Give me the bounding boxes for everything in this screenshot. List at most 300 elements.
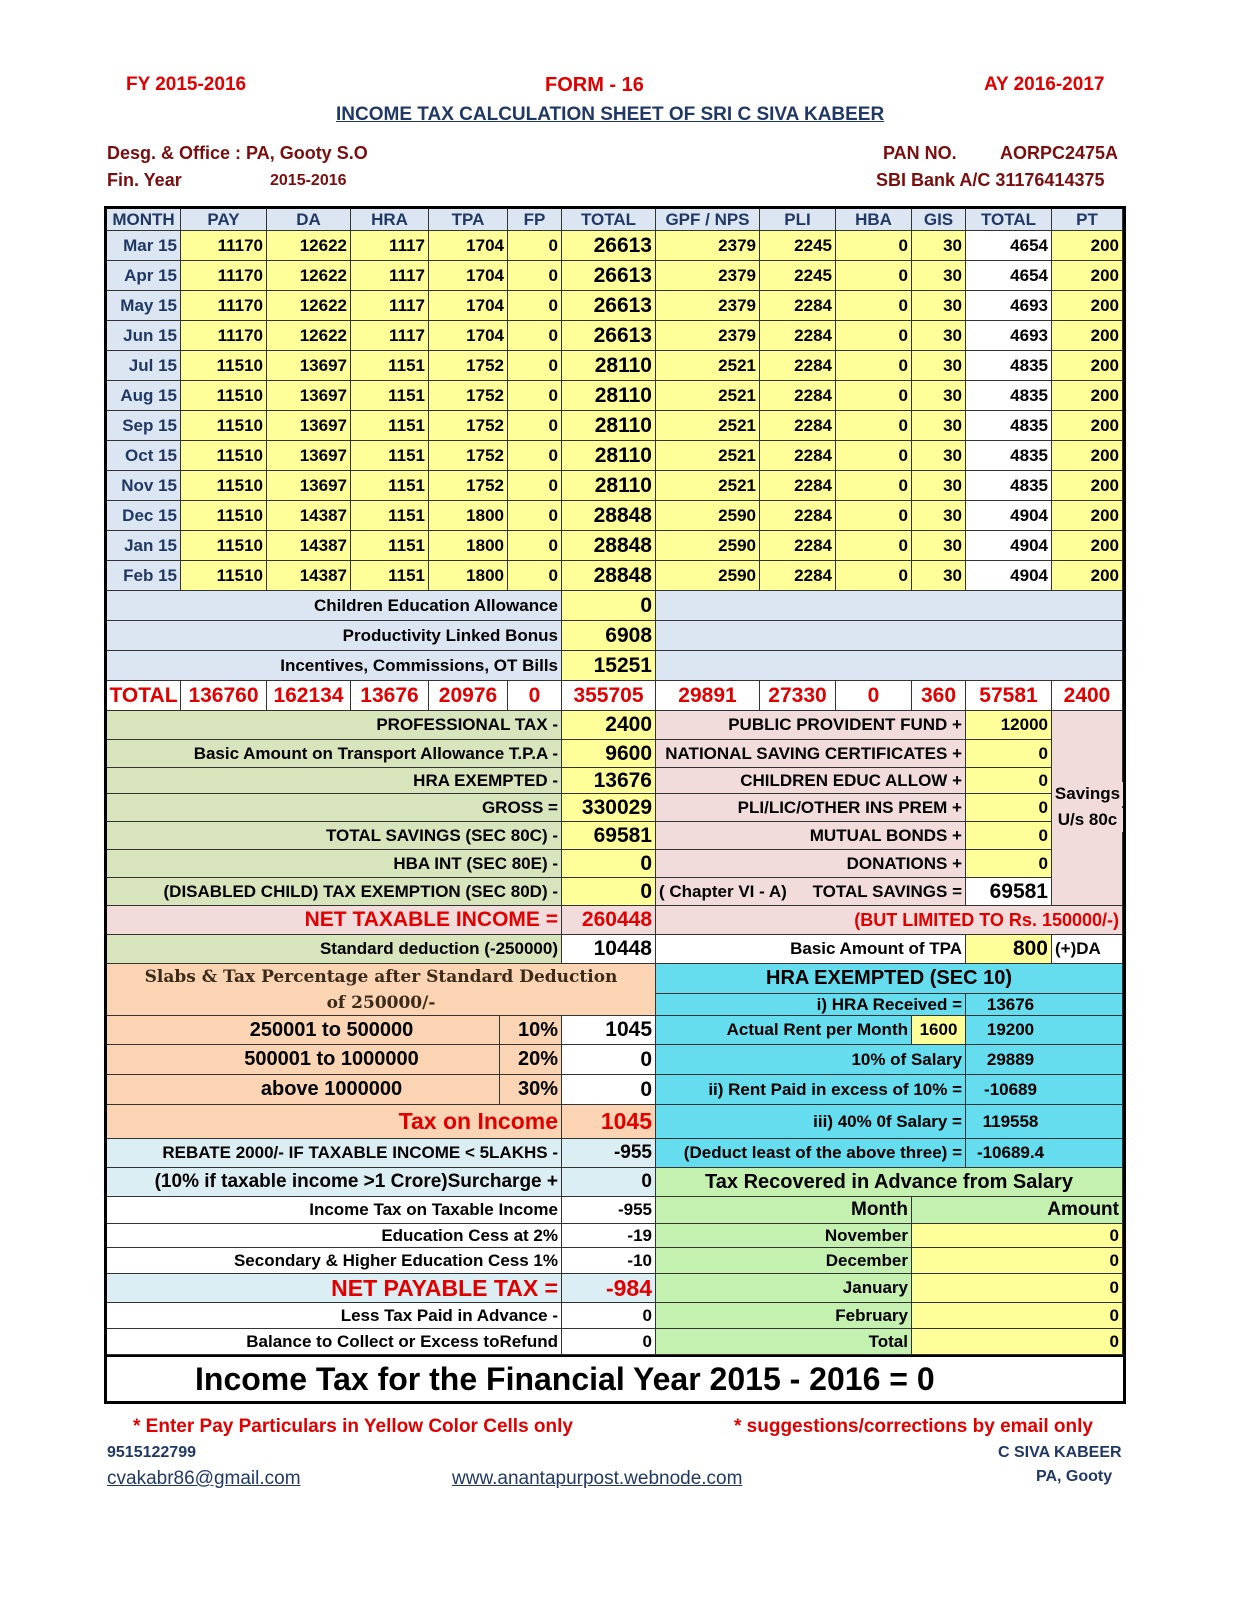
hra-received-value: 13676 (966, 994, 1123, 1016)
calc-label: GROSS = (107, 794, 562, 822)
column-header-8: PLI (760, 209, 836, 231)
table-cell: 200 (1052, 531, 1123, 561)
table-cell: 4654 (966, 261, 1052, 291)
lower-value: -955 (562, 1197, 656, 1224)
table-cell: 0 (508, 411, 562, 441)
table-cell: 0 (836, 501, 912, 531)
table-cell: 26613 (562, 321, 656, 351)
lower-value: -19 (562, 1224, 656, 1248)
author-name: C SIVA KABEER (998, 1444, 1122, 1461)
lower-value: -10 (562, 1248, 656, 1274)
table-cell: 30 (912, 411, 966, 441)
total-cell: 355705 (562, 681, 656, 711)
hra-received-label: i) HRA Received = (656, 994, 966, 1016)
column-header-2: DA (267, 209, 351, 231)
table-cell: 26613 (562, 261, 656, 291)
table-cell: 28110 (562, 471, 656, 501)
table-cell: 1800 (429, 501, 508, 531)
slabs-title: Slabs & Tax Percentage after Standard Deduction of 250000/- (107, 964, 656, 1016)
hra-salary10-value: 29889 (966, 1045, 1123, 1075)
bank-account: SBI Bank A/C 31176414375 (876, 170, 1105, 190)
table-cell: 1752 (429, 411, 508, 441)
table-cell: 30 (912, 261, 966, 291)
table-cell: 200 (1052, 441, 1123, 471)
table-cell: 2590 (656, 561, 760, 591)
slab-tax: 0 (562, 1045, 656, 1075)
table-cell: 0 (508, 471, 562, 501)
table-cell: 0 (836, 561, 912, 591)
table-cell: 11170 (181, 291, 267, 321)
hra-least-label: (Deduct least of the above three) = (656, 1139, 966, 1168)
table-cell: 2521 (656, 411, 760, 441)
advance-amount: 0 (912, 1224, 1123, 1248)
month-label: Feb 15 (107, 561, 181, 591)
table-cell: 11510 (181, 501, 267, 531)
month-label: Apr 15 (107, 261, 181, 291)
table-cell: 2284 (760, 381, 836, 411)
table-cell: 1117 (351, 231, 429, 261)
slab-percent: 20% (500, 1045, 562, 1075)
table-cell: 2284 (760, 561, 836, 591)
month-label: Jul 15 (107, 351, 181, 381)
table-cell: 0 (508, 291, 562, 321)
lower-label: (10% if taxable income >1 Crore)Surcharge + (107, 1168, 562, 1197)
month-label: Oct 15 (107, 441, 181, 471)
table-cell: 28848 (562, 561, 656, 591)
table-cell: 28848 (562, 501, 656, 531)
lower-label: REBATE 2000/- IF TAXABLE INCOME < 5LAKHS - (107, 1139, 562, 1168)
advance-month: November (656, 1224, 912, 1248)
desg-office: Desg. & Office : PA, Gooty S.O (107, 143, 368, 163)
table-cell: 200 (1052, 501, 1123, 531)
savings-value: 12000 (966, 711, 1052, 740)
fy-label: FY 2015-2016 (126, 74, 247, 95)
table-cell: 1151 (351, 411, 429, 441)
extra-value: 0 (562, 591, 656, 621)
hra-salary10-label: 10% of Salary (656, 1045, 966, 1075)
total-cell: 20976 (429, 681, 508, 711)
month-label: May 15 (107, 291, 181, 321)
table-cell: 1704 (429, 291, 508, 321)
table-cell: 14387 (267, 501, 351, 531)
table-cell: 0 (508, 441, 562, 471)
month-label: Dec 15 (107, 501, 181, 531)
hra-salary40-value: 119558 (966, 1105, 1123, 1139)
table-cell: 30 (912, 561, 966, 591)
month-label: Jan 15 (107, 531, 181, 561)
table-cell: 0 (836, 231, 912, 261)
savings-value: 0 (966, 768, 1052, 794)
table-cell: 12622 (267, 261, 351, 291)
lower-value: 0 (562, 1303, 656, 1329)
table-cell: 1151 (351, 561, 429, 591)
table-cell: 30 (912, 231, 966, 261)
calc-label: Standard deduction (-250000) (107, 935, 562, 964)
table-cell: 1704 (429, 231, 508, 261)
calc-label: TOTAL SAVINGS (SEC 80C) - (107, 822, 562, 850)
table-cell: 2590 (656, 501, 760, 531)
ay-label: AY 2016-2017 (984, 74, 1105, 95)
table-cell: 2284 (760, 441, 836, 471)
lower-label: Balance to Collect or Excess toRefund (107, 1329, 562, 1355)
table-cell: 13697 (267, 381, 351, 411)
column-header-12: PT (1052, 209, 1123, 231)
table-cell: 11510 (181, 531, 267, 561)
lower-label: Income Tax on Taxable Income (107, 1197, 562, 1224)
table-cell: 0 (508, 381, 562, 411)
column-header-3: HRA (351, 209, 429, 231)
column-header-5: FP (508, 209, 562, 231)
table-cell: 2284 (760, 531, 836, 561)
table-cell: 26613 (562, 291, 656, 321)
form-label: FORM - 16 (545, 74, 644, 96)
column-header-10: GIS (912, 209, 966, 231)
table-cell: 2284 (760, 501, 836, 531)
calc-value: 0 (562, 878, 656, 906)
tax-sheet (104, 206, 1126, 1404)
column-header-11: TOTAL (966, 209, 1052, 231)
extra-value: 6908 (562, 621, 656, 651)
table-cell: 0 (836, 321, 912, 351)
table-cell: 2379 (656, 231, 760, 261)
calc-label: HBA INT (SEC 80E) - (107, 850, 562, 878)
table-cell: 26613 (562, 231, 656, 261)
calc-label: NET TAXABLE INCOME = (107, 906, 562, 935)
table-cell: 30 (912, 291, 966, 321)
total-cell: 13676 (351, 681, 429, 711)
table-cell: 11510 (181, 561, 267, 591)
table-cell: 1704 (429, 261, 508, 291)
author-place: PA, Gooty (1036, 1468, 1113, 1485)
table-cell: 0 (508, 231, 562, 261)
table-cell: 28110 (562, 411, 656, 441)
column-header-0: MONTH (107, 209, 181, 231)
total-cell: 2400 (1052, 681, 1123, 711)
phone-number: 9515122799 (107, 1444, 196, 1461)
table-cell: 28110 (562, 381, 656, 411)
calc-value: 69581 (562, 822, 656, 850)
total-cell: 29891 (656, 681, 760, 711)
extra-label: Children Education Allowance (107, 591, 562, 621)
table-cell: 0 (836, 351, 912, 381)
hra-salary40-label: iii) 40% 0f Salary = (656, 1105, 966, 1139)
table-cell: 11510 (181, 351, 267, 381)
calc-value: 13676 (562, 768, 656, 794)
slab-range: 250001 to 500000 (107, 1016, 500, 1045)
advance-month: February (656, 1303, 912, 1329)
savings-label: DONATIONS + (656, 850, 966, 878)
table-cell: 1151 (351, 441, 429, 471)
table-cell: 2379 (656, 321, 760, 351)
savings-value: 0 (966, 822, 1052, 850)
savings-total-value: 69581 (966, 878, 1052, 906)
table-cell: 2521 (656, 441, 760, 471)
calc-label: Basic Amount on Transport Allowance T.P.A - (107, 740, 562, 768)
table-cell: 2521 (656, 351, 760, 381)
savings-side-label: Savings (1052, 782, 1123, 806)
table-cell: 2284 (760, 471, 836, 501)
table-cell: 2379 (656, 291, 760, 321)
table-cell: 2245 (760, 261, 836, 291)
slab-tax: 0 (562, 1075, 656, 1105)
table-cell: 4693 (966, 291, 1052, 321)
hra-rent-month: 1600 (912, 1016, 966, 1045)
table-cell: 0 (836, 471, 912, 501)
table-cell: 2245 (760, 231, 836, 261)
table-cell: 30 (912, 381, 966, 411)
total-cell: 57581 (966, 681, 1052, 711)
table-cell: 11510 (181, 471, 267, 501)
total-cell: 0 (508, 681, 562, 711)
month-label: Aug 15 (107, 381, 181, 411)
note-yellow-cells: * Enter Pay Particulars in Yellow Color Cells only (133, 1416, 573, 1437)
limit-note: (BUT LIMITED TO Rs. 150000/-) (656, 906, 1123, 935)
lower-label: Secondary & Higher Education Cess 1% (107, 1248, 562, 1274)
hra-excess-label: ii) Rent Paid in excess of 10% = (656, 1075, 966, 1105)
calc-label: HRA EXEMPTED - (107, 768, 562, 794)
fin-year-label: Fin. Year (107, 170, 182, 190)
table-cell: 12622 (267, 231, 351, 261)
column-header-1: PAY (181, 209, 267, 231)
table-cell: 1752 (429, 471, 508, 501)
table-cell: 200 (1052, 471, 1123, 501)
slab-tax: 1045 (562, 1016, 656, 1045)
slab-range: 500001 to 1000000 (107, 1045, 500, 1075)
advance-month: December (656, 1248, 912, 1274)
tpa-label: Basic Amount of TPA (656, 935, 966, 964)
website-link[interactable]: www.anantapurpost.webnode.com (452, 1468, 743, 1489)
chapter-label: ( Chapter VI - A) (656, 878, 800, 906)
hra-title: HRA EXEMPTED (SEC 10) (656, 964, 1123, 994)
table-cell: 2284 (760, 411, 836, 441)
calc-value: 330029 (562, 794, 656, 822)
advance-title: Tax Recovered in Advance from Salary (656, 1168, 1123, 1197)
table-cell: 13697 (267, 411, 351, 441)
table-cell: 1752 (429, 351, 508, 381)
table-cell: 13697 (267, 441, 351, 471)
table-cell: 200 (1052, 561, 1123, 591)
table-cell: 11170 (181, 261, 267, 291)
pan-value: AORPC2475A (1000, 143, 1119, 163)
table-cell: 30 (912, 351, 966, 381)
table-cell: 1151 (351, 501, 429, 531)
fin-year-value: 2015-2016 (270, 172, 347, 189)
calc-label: PROFESSIONAL TAX - (107, 711, 562, 740)
table-cell: 1117 (351, 321, 429, 351)
extra-blank (656, 621, 1123, 651)
table-cell: 1151 (351, 471, 429, 501)
table-cell: 200 (1052, 321, 1123, 351)
calc-label: (DISABLED CHILD) TAX EXEMPTION (SEC 80D) - (107, 878, 562, 906)
table-cell: 11170 (181, 231, 267, 261)
column-header-9: HBA (836, 209, 912, 231)
total-cell: 27330 (760, 681, 836, 711)
hra-rent-label: Actual Rent per Month (656, 1016, 912, 1045)
column-header-4: TPA (429, 209, 508, 231)
calc-value: 260448 (562, 906, 656, 935)
table-cell: 12622 (267, 321, 351, 351)
table-cell: 0 (508, 501, 562, 531)
table-cell: 4835 (966, 471, 1052, 501)
table-cell: 28110 (562, 351, 656, 381)
table-cell: 200 (1052, 231, 1123, 261)
slab-percent: 30% (500, 1075, 562, 1105)
table-cell: 12622 (267, 291, 351, 321)
table-cell: 1752 (429, 441, 508, 471)
table-cell: 0 (508, 531, 562, 561)
lower-label: NET PAYABLE TAX = (107, 1274, 562, 1303)
table-cell: 1151 (351, 381, 429, 411)
lower-value: 0 (562, 1329, 656, 1355)
advance-month: Total (656, 1329, 912, 1355)
table-cell: 1704 (429, 321, 508, 351)
table-cell: 30 (912, 321, 966, 351)
advance-amount: 0 (912, 1329, 1123, 1355)
extra-blank (656, 651, 1123, 681)
table-cell: 0 (836, 291, 912, 321)
table-cell: 1800 (429, 561, 508, 591)
column-header-6: TOTAL (562, 209, 656, 231)
advance-amount: 0 (912, 1274, 1123, 1303)
lower-label: Education Cess at 2% (107, 1224, 562, 1248)
note-suggestions: * suggestions/corrections by email only (734, 1416, 1093, 1437)
total-cell: TOTAL (107, 681, 181, 711)
extra-label: Incentives, Commissions, OT Bills (107, 651, 562, 681)
table-cell: 11170 (181, 321, 267, 351)
table-cell: 30 (912, 531, 966, 561)
email-link[interactable]: cvakabr86@gmail.com (107, 1468, 301, 1489)
hra-excess-value: -10689 (966, 1075, 1123, 1105)
table-cell: 0 (836, 441, 912, 471)
calc-value: 2400 (562, 711, 656, 740)
total-cell: 360 (912, 681, 966, 711)
table-cell: 2284 (760, 321, 836, 351)
table-cell: 30 (912, 501, 966, 531)
table-cell: 0 (508, 261, 562, 291)
advance-amount: 0 (912, 1248, 1123, 1274)
calc-value: 9600 (562, 740, 656, 768)
table-cell: 0 (836, 411, 912, 441)
table-cell: 0 (508, 351, 562, 381)
table-cell: 1800 (429, 531, 508, 561)
month-label: Sep 15 (107, 411, 181, 441)
month-label: Jun 15 (107, 321, 181, 351)
table-cell: 1117 (351, 261, 429, 291)
column-header-7: GPF / NPS (656, 209, 760, 231)
total-cell: 0 (836, 681, 912, 711)
tax-on-income-label: Tax on Income (107, 1105, 562, 1139)
table-cell: 1151 (351, 531, 429, 561)
lower-value: 0 (562, 1168, 656, 1197)
tpa-value: 800 (966, 935, 1052, 964)
total-cell: 136760 (181, 681, 267, 711)
table-cell: 200 (1052, 291, 1123, 321)
tpa-suffix: (+)DA (1052, 935, 1123, 964)
table-cell: 4904 (966, 561, 1052, 591)
savings-value: 0 (966, 740, 1052, 768)
table-cell: 14387 (267, 561, 351, 591)
table-cell: 2379 (656, 261, 760, 291)
lower-value: -955 (562, 1139, 656, 1168)
table-cell: 200 (1052, 261, 1123, 291)
month-label: Mar 15 (107, 231, 181, 261)
advance-amount-header: Amount (912, 1197, 1123, 1224)
table-cell: 200 (1052, 351, 1123, 381)
table-cell: 11510 (181, 411, 267, 441)
table-cell: 4904 (966, 501, 1052, 531)
table-cell: 4693 (966, 321, 1052, 351)
table-cell: 200 (1052, 381, 1123, 411)
savings-label: MUTUAL BONDS + (656, 822, 966, 850)
savings-label: CHILDREN EDUC ALLOW + (656, 768, 966, 794)
table-cell: 14387 (267, 531, 351, 561)
savings-side-label: U/s 80c (1052, 808, 1123, 832)
table-cell: 2521 (656, 381, 760, 411)
slab-percent: 10% (500, 1016, 562, 1045)
table-cell: 4654 (966, 231, 1052, 261)
savings-total-label: TOTAL SAVINGS = (800, 878, 966, 906)
total-cell: 162134 (267, 681, 351, 711)
extra-blank (656, 591, 1123, 621)
table-cell: 2521 (656, 471, 760, 501)
table-cell: 30 (912, 441, 966, 471)
table-cell: 28110 (562, 441, 656, 471)
table-cell: 0 (508, 321, 562, 351)
month-label: Nov 15 (107, 471, 181, 501)
savings-value: 0 (966, 850, 1052, 878)
table-cell: 4835 (966, 411, 1052, 441)
table-cell: 4835 (966, 381, 1052, 411)
advance-amount: 0 (912, 1303, 1123, 1329)
advance-month-header: Month (656, 1197, 912, 1224)
calc-value: 0 (562, 850, 656, 878)
page-title: INCOME TAX CALCULATION SHEET OF SRI C SIVA KABEER (336, 104, 885, 125)
pan-label: PAN NO. (883, 143, 957, 163)
lower-label: Less Tax Paid in Advance - (107, 1303, 562, 1329)
hra-least-value: -10689.4 (966, 1139, 1123, 1168)
table-cell: 4904 (966, 531, 1052, 561)
savings-label: PUBLIC PROVIDENT FUND + (656, 711, 966, 740)
tax-on-income-value: 1045 (562, 1105, 656, 1139)
extra-value: 15251 (562, 651, 656, 681)
table-cell: 200 (1052, 411, 1123, 441)
table-cell: 1752 (429, 381, 508, 411)
table-cell: 30 (912, 471, 966, 501)
extra-label: Productivity Linked Bonus (107, 621, 562, 651)
savings-label: PLI/LIC/OTHER INS PREM + (656, 794, 966, 822)
table-cell: 2284 (760, 291, 836, 321)
table-cell: 0 (508, 561, 562, 591)
table-cell: 0 (836, 531, 912, 561)
table-cell: 11510 (181, 381, 267, 411)
hra-rent-year: 19200 (966, 1016, 1123, 1045)
table-cell: 2284 (760, 351, 836, 381)
table-cell: 1151 (351, 351, 429, 381)
slab-range: above 1000000 (107, 1075, 500, 1105)
table-cell: 11510 (181, 441, 267, 471)
savings-value: 0 (966, 794, 1052, 822)
table-cell: 4835 (966, 351, 1052, 381)
table-cell: 4835 (966, 441, 1052, 471)
table-cell: 0 (836, 261, 912, 291)
table-cell: 0 (836, 381, 912, 411)
table-cell: 28848 (562, 531, 656, 561)
advance-month: January (656, 1274, 912, 1303)
table-cell: 2590 (656, 531, 760, 561)
lower-value: -984 (562, 1274, 656, 1303)
final-income-tax: Income Tax for the Financial Year 2015 - 2016 = 0 (107, 1355, 1123, 1401)
savings-label: NATIONAL SAVING CERTIFICATES + (656, 740, 966, 768)
